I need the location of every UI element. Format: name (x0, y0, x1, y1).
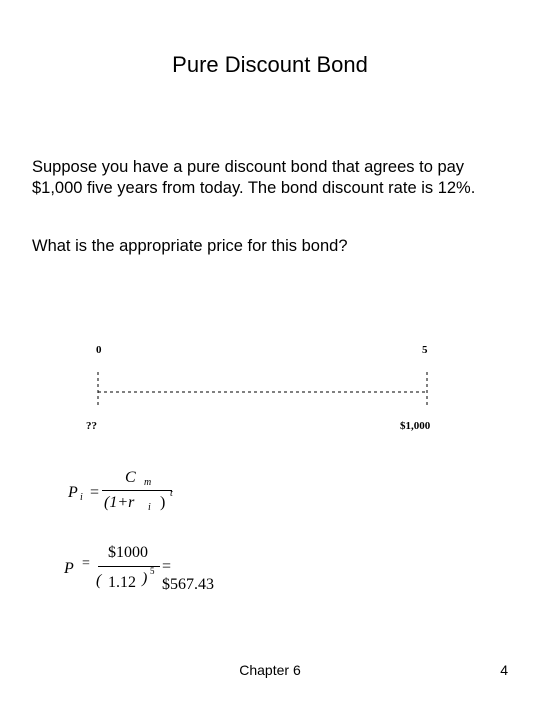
timeline-diagram (0, 360, 540, 410)
footer-chapter: Chapter 6 (239, 662, 301, 678)
formula2-exponent: 5 (150, 566, 155, 576)
formula1-lhs: P (68, 484, 78, 501)
formula2-den-close: ) (142, 570, 148, 587)
question-text: What is the appropriate price for this bond? (32, 237, 348, 255)
timeline-end-value: $1,000 (400, 420, 431, 432)
formula1-lhs-sub: i (80, 492, 83, 503)
problem-statement: Suppose you have a pure discount bond that agrees to pay $1,000 five years from today. The bond discount rate is 12%. (32, 158, 476, 197)
formula2-den-open: ( (96, 572, 102, 589)
timeline-start-value: ?? (86, 420, 97, 432)
formula1-numerator-sub: m (144, 477, 152, 488)
formula1-numerator: C (125, 469, 136, 486)
timeline-start-label: 0 (96, 344, 102, 356)
slide-title: Pure Discount Bond (172, 52, 368, 77)
formula2-equals: = (82, 556, 90, 571)
formula1-denominator-close: ) (160, 494, 166, 511)
formula1-fraction-bar (102, 490, 172, 491)
formula1-exponent: t (170, 488, 173, 499)
formula1-equals: = (90, 484, 100, 501)
formula1-denominator: (1+r (104, 494, 135, 511)
formula2-den-value: 1.12 (108, 574, 136, 591)
formula2-result: = $567.43 (162, 558, 214, 593)
formula1-denominator-sub: i (148, 502, 151, 513)
formula2-numerator: $1000 (108, 544, 148, 561)
formula2-lhs: P (64, 560, 74, 577)
timeline-end-label: 5 (422, 344, 428, 356)
footer-page-number: 4 (500, 662, 508, 678)
